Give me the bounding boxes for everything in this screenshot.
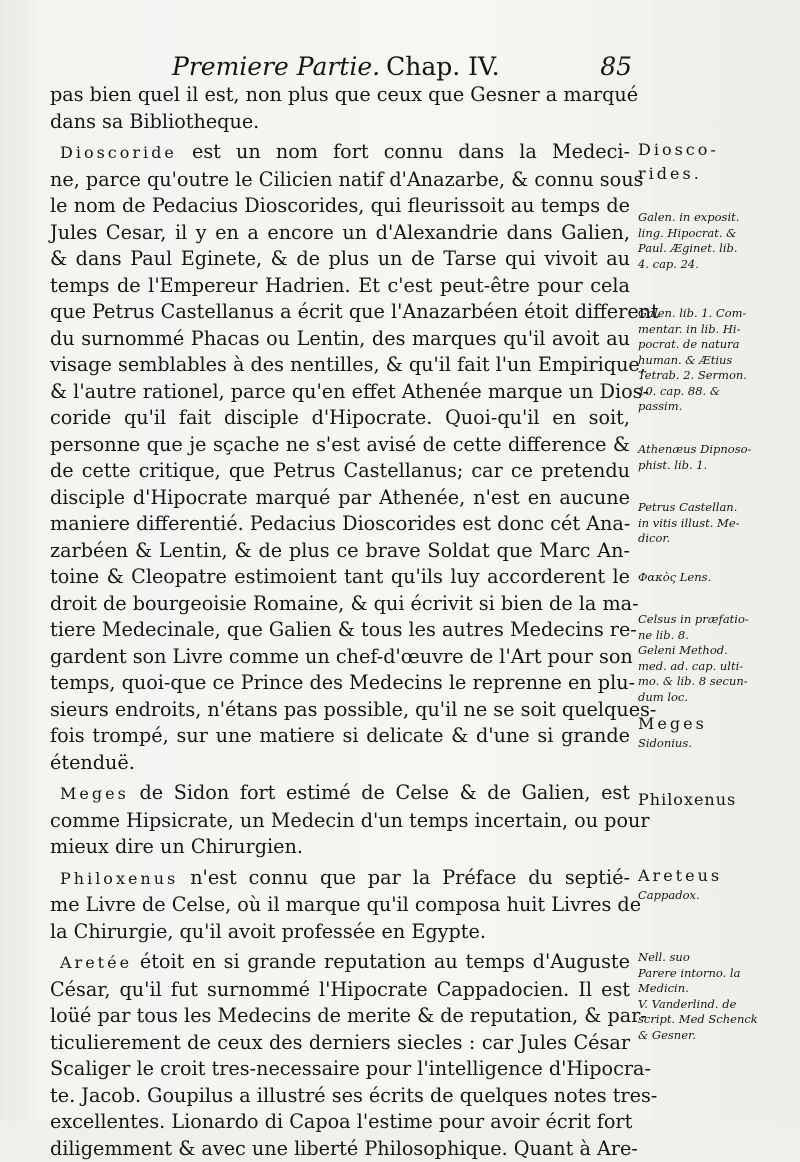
margin-line: Geleni Method. (638, 643, 776, 659)
margin-line: script. Med Schenck (638, 1012, 776, 1028)
margin-line: Tetrab. 2. Sermon. (638, 368, 776, 384)
text-line: fois trompé, sur une matiere si delicate & d'une si grande (50, 723, 630, 750)
margin-line: Philoxenus (638, 788, 776, 812)
text-line: loüé par tous les Medecins de merite & de reputation, & par- (50, 1003, 630, 1030)
header-title (172, 50, 500, 84)
text-line: dans sa Bibliotheque. (50, 109, 630, 136)
text-line: pas bien quel il est, non plus que ceux que Gesner a marqué (50, 82, 630, 109)
text-line: du surnommé Phacas ou Lentin, des marques qu'il avoit au (50, 326, 630, 353)
margin-note-petrus (638, 500, 776, 547)
margin-note-phakos (638, 570, 776, 586)
margin-line: & Gesner. (638, 1028, 776, 1044)
text-line: visage semblables à des nentilles, & qu'il fait l'un Empirique, (50, 352, 630, 379)
paragraph-meges (50, 780, 630, 861)
margin-line: passim. (638, 399, 776, 415)
lead-word: Meges (60, 784, 129, 803)
text-line: toine & Cleopatre estimoient tant qu'ils luy accorderent le (50, 564, 630, 591)
chapter-label: Chap. IV. (386, 52, 500, 81)
margin-heading-philoxenus (638, 788, 776, 812)
margin-line: mo. & lib. 8 secun- (638, 674, 776, 690)
margin-line: Paul. Æginet. lib. (638, 241, 776, 257)
text-line: ne, parce qu'outre le Cilicien natif d'Anazarbe, & connu sous (50, 167, 630, 194)
text-line: maniere differentié. Pedacius Dioscorides est donc cét Ana- (50, 511, 630, 538)
text-line: temps, quoi-que ce Prince des Medecins le reprenne en plu- (50, 670, 630, 697)
text-fragment: étoit en si grande reputation au temps d'Auguste (140, 950, 630, 973)
text-line: te. Jacob. Goupilus a illustré ses écrits de quelques notes tres- (50, 1083, 630, 1110)
margin-line: Nell. suo (638, 950, 776, 966)
margin-line: med. ad. cap. ulti- (638, 659, 776, 675)
margin-line: human. & Ætius (638, 353, 776, 369)
running-header (172, 50, 632, 84)
text-line: mieux dire un Chirurgien. (50, 834, 630, 861)
margin-heading-areteus (638, 864, 776, 903)
margin-line: phist. lib. 1. (638, 458, 776, 474)
margin-line: Φακὸς Lens. (638, 570, 776, 586)
margin-line: in vitis illust. Me- (638, 516, 776, 532)
margin-line: Celsus in præfatio- (638, 612, 776, 628)
text-line: le nom de Pedacius Dioscorides, qui fleurissoit au temps de (50, 193, 630, 220)
margin-line: Sidonius. (638, 736, 776, 751)
text-line: zarbéen & Lentin, & de plus ce brave Soldat que Marc An- (50, 538, 630, 565)
text-line: étenduë. (50, 750, 630, 777)
paragraph-intro (50, 82, 630, 135)
text-line (50, 780, 630, 808)
margin-note-galen-1 (638, 210, 776, 272)
margin-line: Galen. lib. 1. Com- (638, 306, 776, 322)
text-line: gardent son Livre comme un chef-d'œuvre de l'Art pour son (50, 644, 630, 671)
margin-note-celsus (638, 612, 776, 705)
text-line: & dans Paul Eginete, & de plus un de Tarse qui vivoit au (50, 246, 630, 273)
text-line: diligemment & avec une liberté Philosophique. Quant à Are- (50, 1136, 630, 1162)
margin-line: Medicin. (638, 981, 776, 997)
text-fragment: n'est connu que par la Préface du septié- (190, 866, 630, 889)
lead-word: Dioscoride (60, 143, 177, 162)
margin-line: ne lib. 8. (638, 628, 776, 644)
text-line: me Livre de Celse, où il marque qu'il composa huit Livres de (50, 892, 630, 919)
margin-line: dicor. (638, 531, 776, 547)
margin-line: dum loc. (638, 690, 776, 706)
text-line: sieurs endroits, n'étans pas possible, qu'il ne se soit quelques- (50, 697, 630, 724)
lead-word: Aretée (60, 953, 132, 972)
text-line: coride qu'il fait disciple d'Hipocrate. Quoi-qu'il en soit, (50, 405, 630, 432)
margin-line: rides. (638, 162, 776, 186)
lead-word: Philoxenus (60, 869, 178, 888)
text-line: droit de bourgeoisie Romaine, & qui écrivit si bien de la ma- (50, 591, 630, 618)
margin-heading-dioscorides (638, 138, 776, 186)
margin-line: 10. cap. 88. & (638, 384, 776, 400)
margin-line: mentar. in lib. Hi- (638, 322, 776, 338)
text-line: de cette critique, que Petrus Castellanus; car ce pretendu (50, 458, 630, 485)
text-line: ticulierement de ceux des derniers siecles : car Jules César (50, 1030, 630, 1057)
main-text (50, 82, 630, 1162)
text-line: personne que je sçache ne s'est avisé de cette difference & (50, 432, 630, 459)
text-line: tiere Medecinale, que Galien & tous les autres Medecins re- (50, 617, 630, 644)
margin-line: Diosco- (638, 138, 776, 162)
text-fragment: est un nom fort connu dans la Medeci- (192, 140, 630, 163)
text-line: Scaliger le croit tres-necessaire pour l'intelligence d'Hipocra- (50, 1056, 630, 1083)
margin-line: pocrat. de natura (638, 337, 776, 353)
margin-line: Athenæus Dipnoso- (638, 442, 776, 458)
margin-line: Petrus Castellan. (638, 500, 776, 516)
margin-line: Meges (638, 712, 776, 736)
text-fragment: de Sidon fort estimé de Celse & de Galien, est (139, 781, 630, 804)
margin-heading-meges (638, 712, 776, 751)
text-line: excellentes. Lionardo di Capoa l'estime pour avoir écrit fort (50, 1109, 630, 1136)
margin-line: V. Vanderlind. de (638, 997, 776, 1013)
paragraph-philoxenus (50, 865, 630, 946)
margin-line: Areteus (638, 864, 776, 888)
text-line: comme Hipsicrate, un Medecin d'un temps incertain, ou pour (50, 808, 630, 835)
margin-line: ling. Hipocrat. & (638, 226, 776, 242)
margin-line: Parere intorno. la (638, 966, 776, 982)
margin-note-athenaeus (638, 442, 776, 473)
margin-line: Galen. in exposit. (638, 210, 776, 226)
text-line: César, qu'il fut surnommé l'Hipocrate Cappadocien. Il est (50, 977, 630, 1004)
text-line (50, 865, 630, 893)
paragraph-dioscoride (50, 139, 630, 776)
text-line: temps de l'Empereur Hadrien. Et c'est peut-être pour cela (50, 273, 630, 300)
part-title: Premiere Partie. (172, 52, 380, 81)
text-line: & l'autre rationel, parce qu'en effet Athenée marque un Dios- (50, 379, 630, 406)
text-line: la Chirurgie, qu'il avoit professée en Egypte. (50, 919, 630, 946)
text-line (50, 139, 630, 167)
text-line: disciple d'Hipocrate marqué par Athenée, n'est en aucune (50, 485, 630, 512)
page-number: 85 (600, 50, 632, 84)
text-line: que Petrus Castellanus a écrit que l'Anazarbéen étoit different (50, 299, 630, 326)
text-line: Jules Cesar, il y en a encore un d'Alexandrie dans Galien, (50, 220, 630, 247)
margin-note-galen-2 (638, 306, 776, 415)
margin-line: 4. cap. 24. (638, 257, 776, 273)
margin-note-nell (638, 950, 776, 1043)
paragraph-aretee (50, 949, 630, 1162)
margin-line: Cappadox. (638, 888, 776, 903)
text-line (50, 949, 630, 977)
